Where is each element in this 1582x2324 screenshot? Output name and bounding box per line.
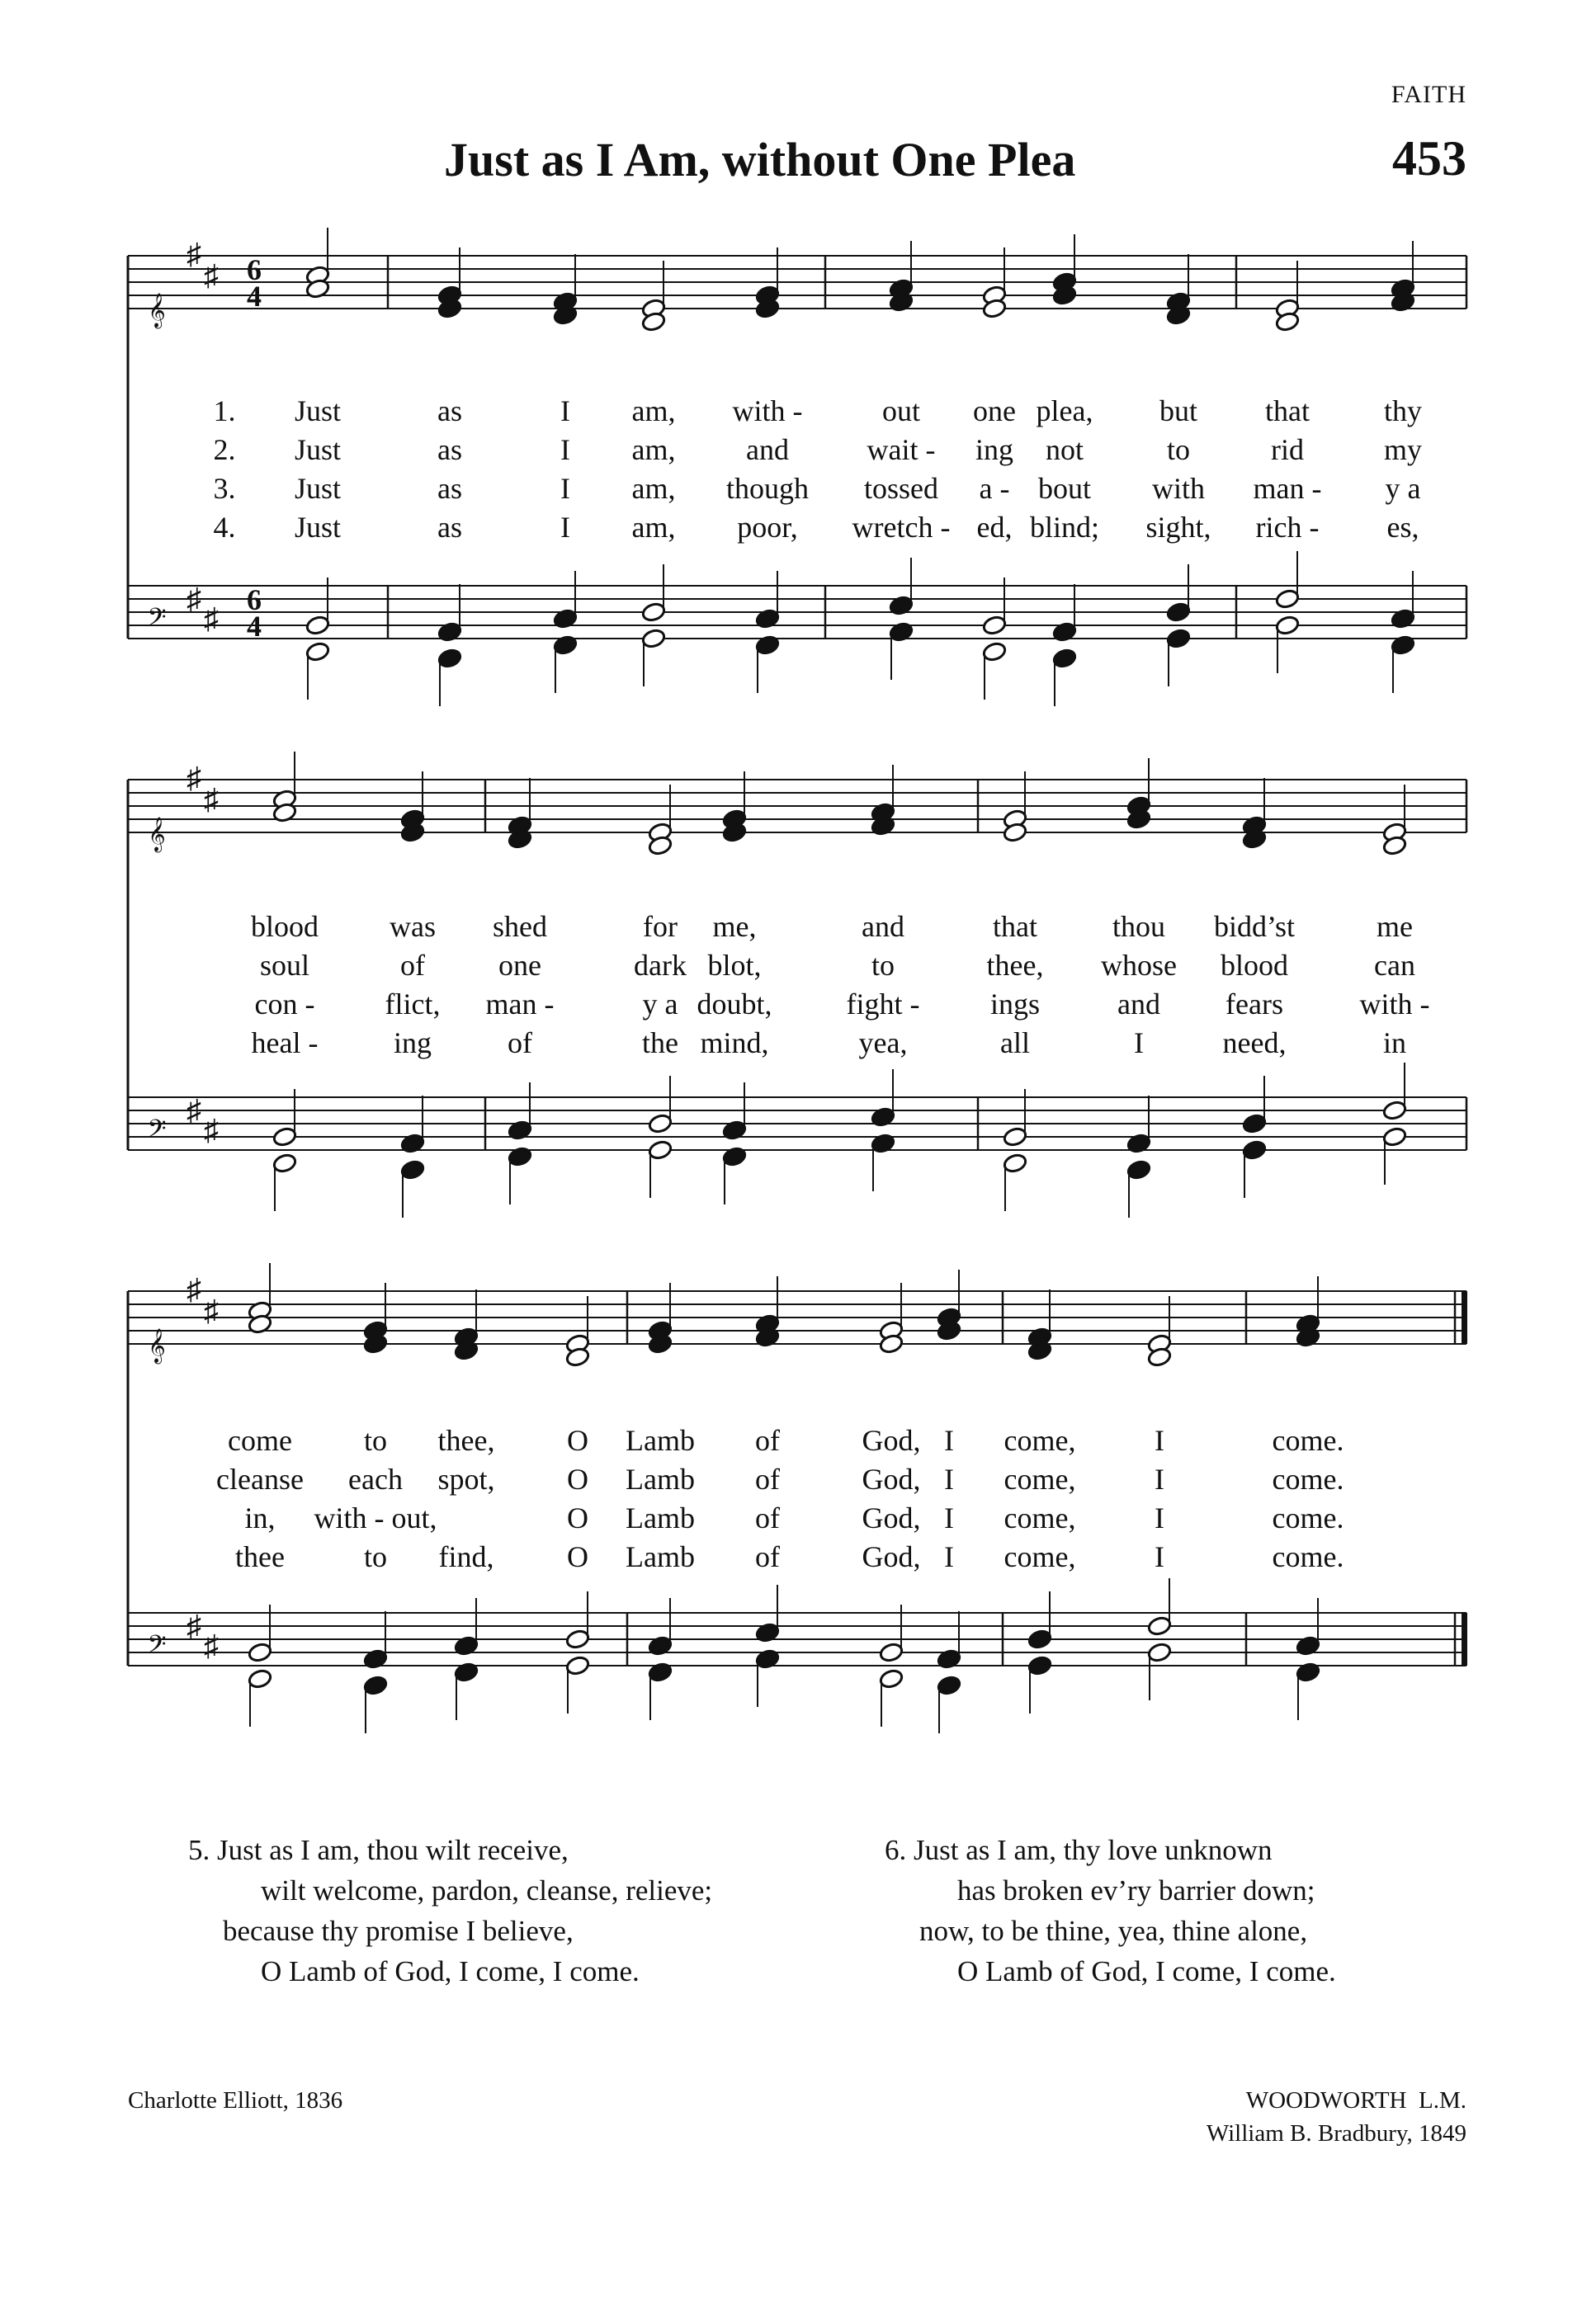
lyric-syllable: rid [1271, 433, 1304, 466]
lyric-syllable: I [1155, 1424, 1164, 1457]
lyric-syllable: can [1374, 949, 1415, 982]
bass-note-head [648, 1113, 673, 1134]
lyric-syllable: a - [979, 472, 1010, 505]
bass-note-head [1147, 1642, 1173, 1663]
final-barline-thick [1462, 1613, 1467, 1666]
bass-note-head [1052, 648, 1078, 669]
bass-note-head [871, 1133, 896, 1154]
lyric-syllable: not [1045, 433, 1084, 466]
lyric-syllable: thee, [986, 949, 1044, 982]
stanza-number: 5. [188, 1834, 210, 1866]
lyric-syllable: Just [294, 472, 342, 505]
lyric-syllable: of [755, 1540, 780, 1573]
stanza-line: now, to be thine, yea, thine alone, [919, 1915, 1308, 1947]
bass-note-head [1027, 1655, 1053, 1676]
bass-note-head [363, 1675, 389, 1696]
sharp-icon: ♯ [204, 1294, 219, 1327]
lyric-syllable: am, [631, 394, 676, 427]
lyric-syllable: God, [862, 1424, 921, 1457]
bass-note-head [937, 1675, 962, 1696]
sharp-icon: ♯ [187, 761, 201, 794]
lyric-syllable: blood [250, 910, 319, 943]
sharp-icon: ♯ [187, 1094, 201, 1127]
lyric-syllable: ing [975, 433, 1014, 466]
lyric-syllable: I [560, 394, 570, 427]
tune-credit [1207, 2084, 1466, 2150]
lyric-syllable: my [1383, 433, 1423, 466]
lyric-syllable: I [944, 1540, 954, 1573]
bass-note-head [982, 615, 1008, 636]
bass-note-head [937, 1648, 962, 1670]
time-signature-denominator: 4 [247, 280, 262, 313]
bass-note-head [1382, 1100, 1408, 1121]
lyric-syllable: blot, [707, 949, 762, 982]
lyric-syllable: cleanse [216, 1463, 304, 1496]
bass-note-head [363, 1648, 389, 1670]
lyric-syllable: dark [634, 949, 687, 982]
lyric-syllable: come. [1272, 1424, 1344, 1457]
lyric-syllable: of [508, 1026, 532, 1059]
lyric-syllable: Just [294, 433, 342, 466]
bass-note-head [272, 1153, 298, 1174]
lyric-syllable: for [643, 910, 678, 943]
bass-note-head [565, 1629, 591, 1650]
lyric-syllable: of [400, 949, 425, 982]
lyric-syllable: am, [631, 472, 676, 505]
lyric-syllable: though [725, 472, 810, 505]
lyric-syllable: with - [1359, 988, 1430, 1021]
lyric-syllable: poor, [737, 511, 798, 544]
bass-note-head [1166, 628, 1192, 649]
bass-note-head [879, 1642, 904, 1663]
lyric-syllable: mind, [700, 1026, 769, 1059]
lyric-syllable: as [437, 433, 462, 466]
lyric-syllable: I [560, 511, 570, 544]
bass-note-head [1275, 588, 1301, 610]
lyric-syllable: and [746, 433, 789, 466]
lyric-syllable: heal - [251, 1026, 319, 1059]
lyric-syllable: but [1159, 394, 1198, 427]
final-barline-thick [1462, 1291, 1467, 1344]
bass-note-head [437, 648, 463, 669]
lyric-syllable: tossed [864, 472, 938, 505]
lyric-syllable: Lamb [626, 1463, 695, 1496]
lyric-syllable: con - [254, 988, 315, 1021]
lyric-syllable: with - [732, 394, 803, 427]
lyric-syllable: yea, [858, 1026, 908, 1059]
lyric-syllable: I [944, 1424, 954, 1457]
sharp-icon: ♯ [204, 1629, 219, 1662]
stanza-line: 6. Just as I am, thy love unknown [885, 1834, 1273, 1866]
lyric-syllable: come, [1004, 1424, 1076, 1457]
lyric-syllable: Lamb [626, 1501, 695, 1534]
lyric-syllable: bidd’st [1213, 910, 1296, 943]
bass-note-head [454, 1635, 479, 1657]
lyric-syllable: whose [1101, 949, 1177, 982]
lyric-syllable: of [755, 1501, 780, 1534]
lyric-syllable: with [1151, 472, 1206, 505]
sharp-icon: ♯ [187, 1610, 201, 1643]
bass-note-head [1027, 1629, 1053, 1650]
bass-note-head [565, 1655, 591, 1676]
bass-note-head [272, 1126, 298, 1148]
bass-note-head [305, 641, 331, 662]
verse-number: 4. [213, 511, 236, 544]
lyric-syllable: fight - [846, 988, 920, 1021]
bass-note-head [889, 595, 914, 616]
bass-note-head [1391, 608, 1416, 629]
bass-note-head [648, 1662, 673, 1683]
bass-note-head [648, 1139, 673, 1161]
lyric-syllable: plea, [1036, 394, 1093, 427]
bass-clef-icon: 𝄢 [147, 1115, 167, 1148]
stanza-line: 5. Just as I am, thou wilt receive, [188, 1834, 569, 1866]
bass-note-head [879, 1668, 904, 1690]
time-signature-numerator: 6 [247, 253, 262, 286]
sharp-icon: ♯ [187, 582, 201, 615]
lyric-syllable: es, [1386, 511, 1419, 544]
hymn-title: Just as I Am, without One Plea [444, 133, 1076, 186]
sharp-icon: ♯ [204, 602, 219, 635]
sharp-icon: ♯ [204, 783, 219, 816]
lyric-syllable: O [567, 1463, 588, 1496]
lyric-syllable: was [390, 910, 436, 943]
lyric-syllable: I [1155, 1463, 1164, 1496]
lyric-syllable: I [1155, 1501, 1164, 1534]
bass-note-head [1275, 615, 1301, 636]
lyric-syllable: thee [235, 1540, 285, 1573]
lyric-syllable: fears [1225, 988, 1283, 1021]
stanza-line: wilt welcome, pardon, cleanse, relieve; [261, 1874, 713, 1907]
lyric-syllable: I [560, 472, 570, 505]
lyric-syllable: come. [1272, 1463, 1344, 1496]
lyric-syllable: am, [631, 433, 676, 466]
author-credit: Charlotte Elliott, 1836 [128, 2087, 343, 2114]
bass-note-head [305, 615, 331, 636]
lyric-syllable: of [755, 1463, 780, 1496]
lyric-syllable: to [1166, 433, 1191, 466]
lyric-syllable: O [567, 1540, 588, 1573]
lyric-syllable: need, [1222, 1026, 1287, 1059]
lyric-syllable: ed, [976, 511, 1013, 544]
lyric-syllable: me [1377, 910, 1413, 943]
bass-note-head [1382, 1126, 1408, 1148]
lyric-syllable: wretch - [852, 511, 951, 544]
verse-number: 2. [213, 433, 236, 466]
sharp-icon: ♯ [204, 1114, 219, 1147]
bass-note-head [400, 1133, 426, 1154]
bass-note-head [1126, 1133, 1152, 1154]
bass-note-head [641, 601, 667, 623]
lyric-syllable: y a [1385, 472, 1421, 505]
bass-note-head [1166, 601, 1192, 623]
bass-note-head [871, 1106, 896, 1128]
bass-note-head [1147, 1615, 1173, 1637]
bass-clef-icon: 𝄢 [147, 604, 167, 637]
verse-number: 3. [213, 472, 236, 505]
stanza-6 [885, 1830, 1336, 1992]
lyric-syllable: all [1000, 1026, 1030, 1059]
tune-name: WOODWORTH L.M. [1245, 2087, 1466, 2114]
lyric-syllable: that [1265, 394, 1310, 427]
lyric-syllable: I [560, 433, 570, 466]
time-signature-numerator: 6 [247, 583, 262, 616]
bass-note-head [553, 608, 578, 629]
section-label: FAITH [1391, 81, 1466, 108]
lyric-syllable: come, [1004, 1463, 1076, 1496]
lyric-syllable: of [755, 1424, 780, 1457]
lyric-syllable: bout [1037, 472, 1092, 505]
bass-clef-icon: 𝄢 [147, 1631, 167, 1664]
stanza-line: because thy promise I believe, [223, 1915, 574, 1947]
bass-note-head [755, 1622, 781, 1643]
bass-note-head [248, 1642, 273, 1663]
lyric-syllable: Lamb [626, 1424, 695, 1457]
bass-note-head [722, 1146, 748, 1167]
hymn-number: 453 [1392, 131, 1466, 186]
lyric-syllable: soul [259, 949, 310, 982]
lyric-syllable: come. [1272, 1501, 1344, 1534]
lyric-syllable: rich - [1255, 511, 1320, 544]
lyric-syllable: to [363, 1424, 388, 1457]
lyric-syllable: in, [244, 1501, 276, 1534]
treble-clef-icon: 𝄞 [148, 1329, 166, 1362]
lyric-syllable: thou [1112, 910, 1166, 943]
bass-note-head [553, 634, 578, 656]
lyric-syllable: as [437, 472, 462, 505]
lyric-syllable: out [881, 394, 921, 427]
lyric-syllable: come, [1004, 1501, 1076, 1534]
lyric-syllable: me, [712, 910, 757, 943]
lyric-syllable: and [862, 910, 904, 943]
lyric-syllable: ings [989, 988, 1041, 1021]
bass-note-head [1003, 1126, 1028, 1148]
bass-note-head [641, 628, 667, 649]
bass-note-head [1126, 1159, 1152, 1181]
lyric-syllable: to [363, 1540, 388, 1573]
bass-note-head [437, 621, 463, 643]
lyric-syllable: find, [438, 1540, 494, 1573]
lyric-syllable: man - [485, 988, 555, 1021]
bass-note-head [1296, 1662, 1321, 1683]
lyric-syllable: Just [294, 511, 342, 544]
lyric-syllable: God, [862, 1540, 921, 1573]
lyric-syllable: with - out, [314, 1501, 437, 1534]
lyric-syllable: in [1382, 1026, 1407, 1059]
lyric-syllable: I [1134, 1026, 1144, 1059]
verse-number: 1. [213, 394, 236, 427]
treble-clef-icon: 𝄞 [148, 294, 166, 327]
lyric-syllable: the [642, 1026, 678, 1059]
bass-note-head [1391, 634, 1416, 656]
time-signature-denominator: 4 [247, 610, 262, 643]
lyric-syllable: one [498, 949, 541, 982]
lyric-syllable: come. [1272, 1540, 1344, 1573]
stanza-line: O Lamb of God, I come, I come. [261, 1955, 640, 1987]
bass-note-head [1003, 1153, 1028, 1174]
bass-note-head [508, 1120, 533, 1141]
lyric-syllable: I [944, 1501, 954, 1534]
stanza-5 [188, 1830, 712, 1992]
lyric-syllable: as [437, 511, 462, 544]
bass-note-head [755, 1648, 781, 1670]
sharp-icon: ♯ [204, 259, 219, 292]
lyric-syllable: doubt, [697, 988, 772, 1021]
lyric-syllable: to [871, 949, 895, 982]
bass-note-head [755, 634, 781, 656]
lyric-syllable: flict, [385, 988, 441, 1021]
sharp-icon: ♯ [187, 238, 201, 271]
composer-credit: William B. Bradbury, 1849 [1206, 2120, 1466, 2147]
lyric-syllable: God, [862, 1501, 921, 1534]
lyric-syllable: ing [393, 1026, 432, 1059]
bass-note-head [755, 608, 781, 629]
bass-note-head [722, 1120, 748, 1141]
lyric-syllable: I [1155, 1540, 1164, 1573]
lyric-syllable: blind; [1029, 511, 1100, 544]
lyric-syllable: Lamb [626, 1540, 695, 1573]
lyric-syllable: y a [642, 988, 678, 1021]
treble-clef-icon: 𝄞 [148, 818, 166, 851]
lyric-syllable: shed [493, 910, 547, 943]
lyric-syllable: that [993, 910, 1037, 943]
sharp-icon: ♯ [187, 1273, 201, 1306]
lyric-syllable: man - [1253, 472, 1322, 505]
lyric-syllable: I [944, 1463, 954, 1496]
lyric-syllable: Just [294, 394, 342, 427]
lyric-syllable: sight, [1145, 511, 1211, 544]
bass-note-head [508, 1146, 533, 1167]
bass-note-head [1242, 1113, 1268, 1134]
bass-note-head [1296, 1635, 1321, 1657]
bass-note-head [982, 641, 1008, 662]
lyric-syllable: as [437, 394, 462, 427]
lyric-syllable: come [228, 1424, 292, 1457]
lyric-syllable: spot, [437, 1463, 495, 1496]
bass-note-head [1242, 1139, 1268, 1161]
lyric-syllable: come, [1004, 1540, 1076, 1573]
lyric-syllable: and [1117, 988, 1160, 1021]
lyric-syllable: am, [631, 511, 676, 544]
stanza-line: O Lamb of God, I come, I come. [957, 1955, 1336, 1987]
bass-note-head [889, 621, 914, 643]
lyric-syllable: each [348, 1463, 403, 1496]
lyric-syllable: thy [1383, 394, 1423, 427]
bass-note-head [400, 1159, 426, 1181]
lyric-syllable: God, [862, 1463, 921, 1496]
bass-note-head [1052, 621, 1078, 643]
stanza-line: has broken ev’ry barrier down; [957, 1874, 1315, 1907]
lyric-syllable: O [567, 1424, 588, 1457]
lyric-syllable: thee, [437, 1424, 495, 1457]
lyric-syllable: wait - [867, 433, 936, 466]
lyric-syllable: blood [1220, 949, 1289, 982]
bass-note-head [454, 1662, 479, 1683]
lyric-syllable: O [567, 1501, 588, 1534]
stanza-number: 6. [885, 1834, 907, 1866]
bass-note-head [248, 1668, 273, 1690]
bass-note-head [648, 1635, 673, 1657]
lyric-syllable: one [973, 394, 1016, 427]
